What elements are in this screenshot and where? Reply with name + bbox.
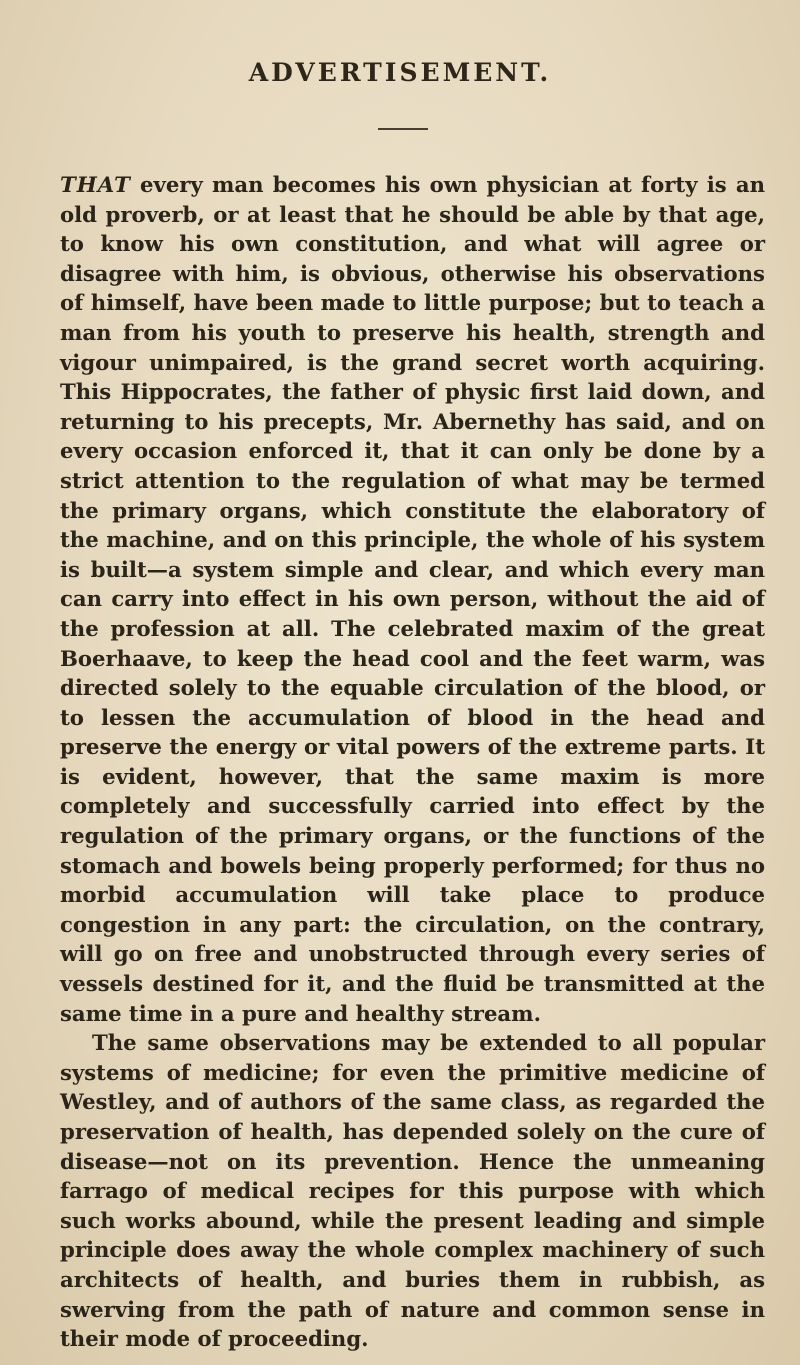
page-heading: ADVERTISEMENT.: [248, 58, 552, 87]
advertisement-body: [60, 170, 765, 1354]
paragraph-2: [60, 1028, 765, 1354]
paragraph-2-text: The same observations may be extended to all popular systems of medicine; for even the primitive medicine of Westley, and of authors of the same class, as regarded the preservation of health, has depended solely on the cure of disease—not on its prevention. Hence the unmeaning farrago of medical recipes for this purpose with which such works abound, while the present leading and simple principle does away the whole complex machinery of such architects of health, and buries them in rubbish, as swerving from the path of nature and common sense in their mode of proceeding.: [60, 1030, 765, 1352]
heading-divider: [378, 128, 428, 130]
paragraph-1-text: every man becomes his own physician at forty is an old proverb, or at least that he should be able by that age, to know his own constitution, and what will agree or disagree with him, is obvious, otherwise his observations of himself, have been made to little purpose; but to teach a man from his youth to preserve his health, strength and vigour unimpaired, is the grand secret worth acquiring. This Hippocrates, the father of physic first laid down, and returning to his precepts, Mr. Abernethy has said, and on every occasion enforced it, that it can only be done by a strict attention to the regulation of what may be termed the primary organs, which constitute the elaboratory of the machine, and on this principle, the whole of his system is built—a system simple and clear, and which every man can carry into effect in his own person, without the aid of the profession at all. The celebrated maxim of the great Boerhaave, to keep the head cool and the feet warm, was directed solely to the equable circulation of the blood, or to lessen the accumulation of blood in the head and preserve the energy or vital powers of the extreme parts. It is evident, however, that the same maxim is more completely and successfully carried into effect by the regulation of the primary organs, or the functions of the stomach and bowels being properly performed; for thus no morbid accumulation will take place to produce congestion in any part: the circulation, on the contrary, will go on free and unobstructed through every series of vessels destined for it, and the fluid be transmitted at the same time in a pure and healthy stream.: [60, 172, 765, 1026]
paragraph-1-lead: THAT: [60, 172, 131, 197]
paragraph-1: [60, 170, 765, 1028]
